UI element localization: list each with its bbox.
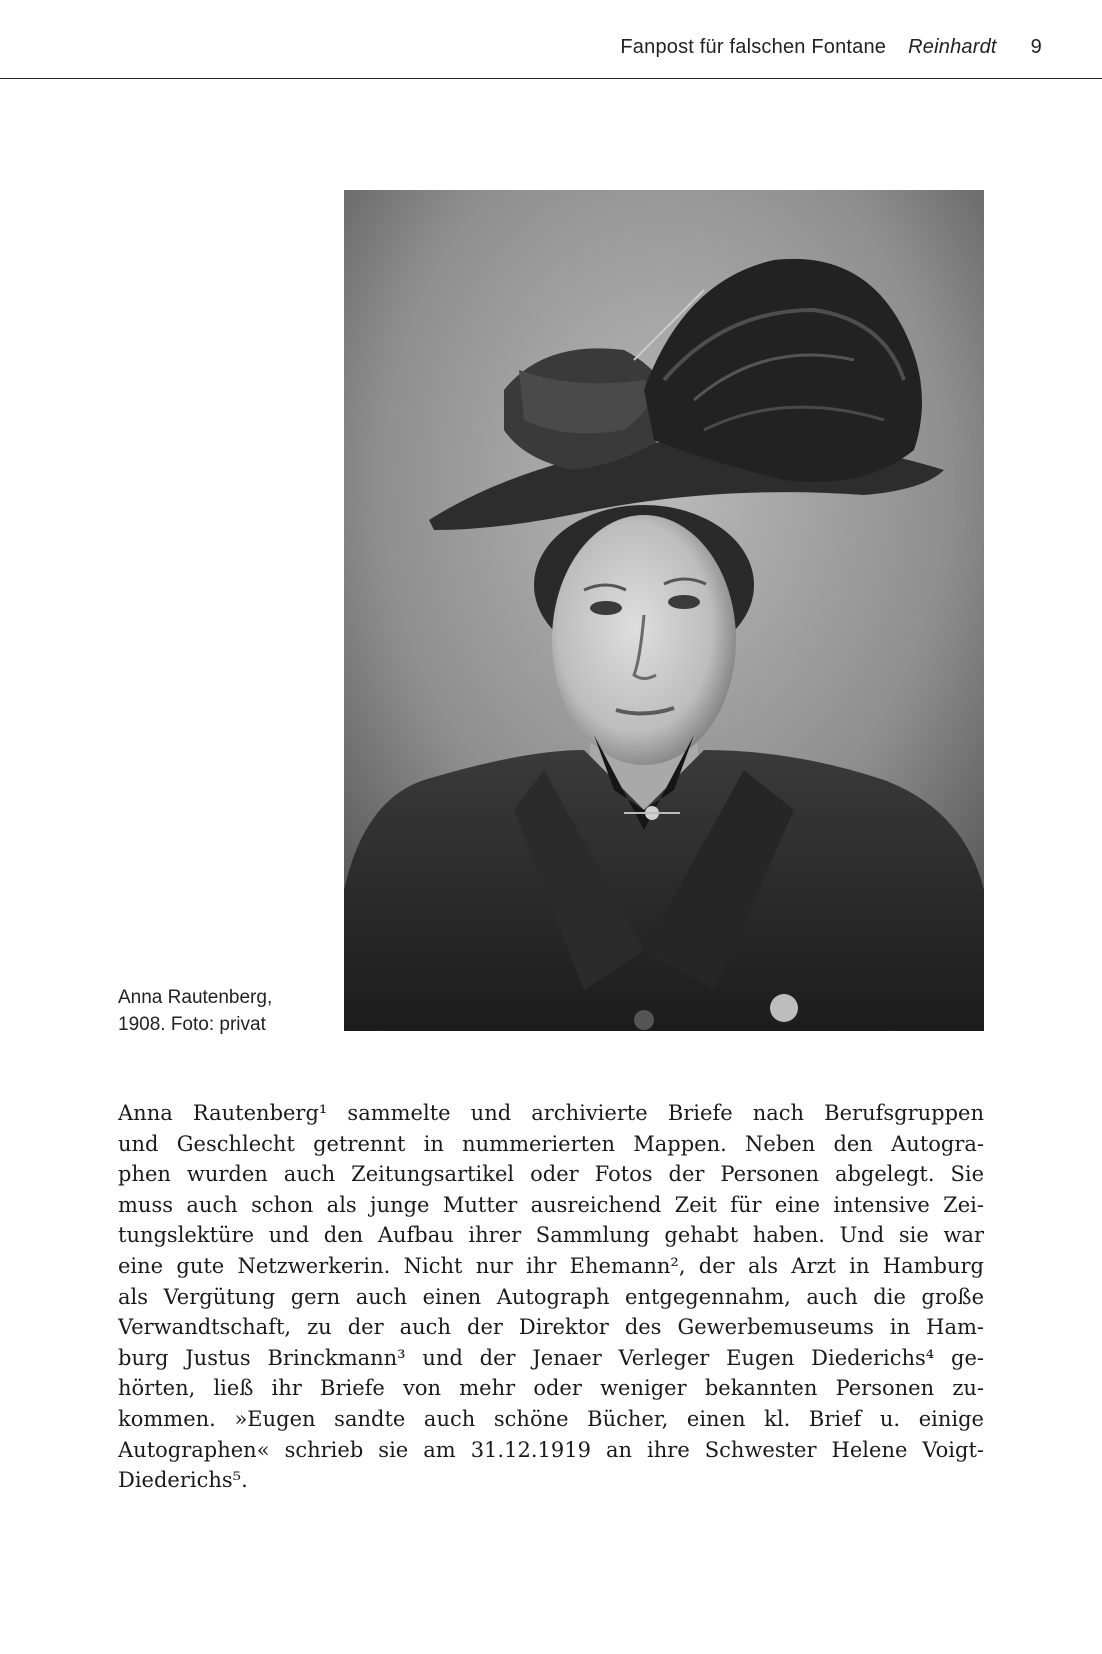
caption-line: 1908. Foto: privat — [118, 1014, 266, 1035]
text-line: burg Justus Brinckmann³ und der Jenaer Verleger Eugen Diederichs⁴ ge- — [118, 1345, 984, 1370]
text-line: Verwandtschaft, zu der auch der Direktor des Gewerbemuseums in Ham- — [118, 1315, 984, 1340]
text-line: phen wurden auch Zeitungsartikel oder Fotos der Personen abgelegt. Sie — [118, 1162, 984, 1187]
portrait-photo — [344, 190, 984, 1031]
body-paragraph — [118, 1098, 984, 1496]
text-line: hörten, ließ ihr Briefe von mehr oder weniger bekannten Personen zu- — [118, 1376, 984, 1401]
running-head-title: Fanpost für falschen Fontane — [620, 36, 887, 58]
text-line: Diederichs⁵. — [118, 1468, 248, 1493]
caption-line: Anna Rautenberg, — [118, 987, 273, 1008]
text-line: muss auch schon als junge Mutter ausreichend Zeit für eine intensive Zei- — [118, 1192, 984, 1217]
text-line: tungslektüre und den Aufbau ihrer Sammlung gehabt haben. Und sie war — [118, 1223, 984, 1248]
figure-caption — [118, 984, 328, 1038]
text-line: Anna Rautenberg¹ sammelte und archivierte Briefe nach Berufsgruppen — [118, 1101, 984, 1125]
text-line: und Geschlecht getrennt in nummerierten Mappen. Neben den Autogra- — [118, 1131, 984, 1156]
text-line: Autographen« schrieb sie am 31.12.1919 an ihre Schwester Helene Voigt- — [118, 1437, 984, 1462]
header-rule — [0, 78, 1102, 79]
text-line: als Vergütung gern auch einen Autograph entgegennahm, auch die große — [118, 1284, 984, 1309]
page-number: 9 — [1030, 36, 1042, 58]
running-head-author: Reinhardt — [908, 36, 997, 58]
text-line: kommen. »Eugen sandte auch schöne Bücher, einen kl. Brief u. einige — [118, 1406, 984, 1431]
text-line: eine gute Netzwerkerin. Nicht nur ihr Ehemann², der als Arzt in Hamburg — [118, 1253, 984, 1278]
running-head — [620, 36, 1042, 59]
